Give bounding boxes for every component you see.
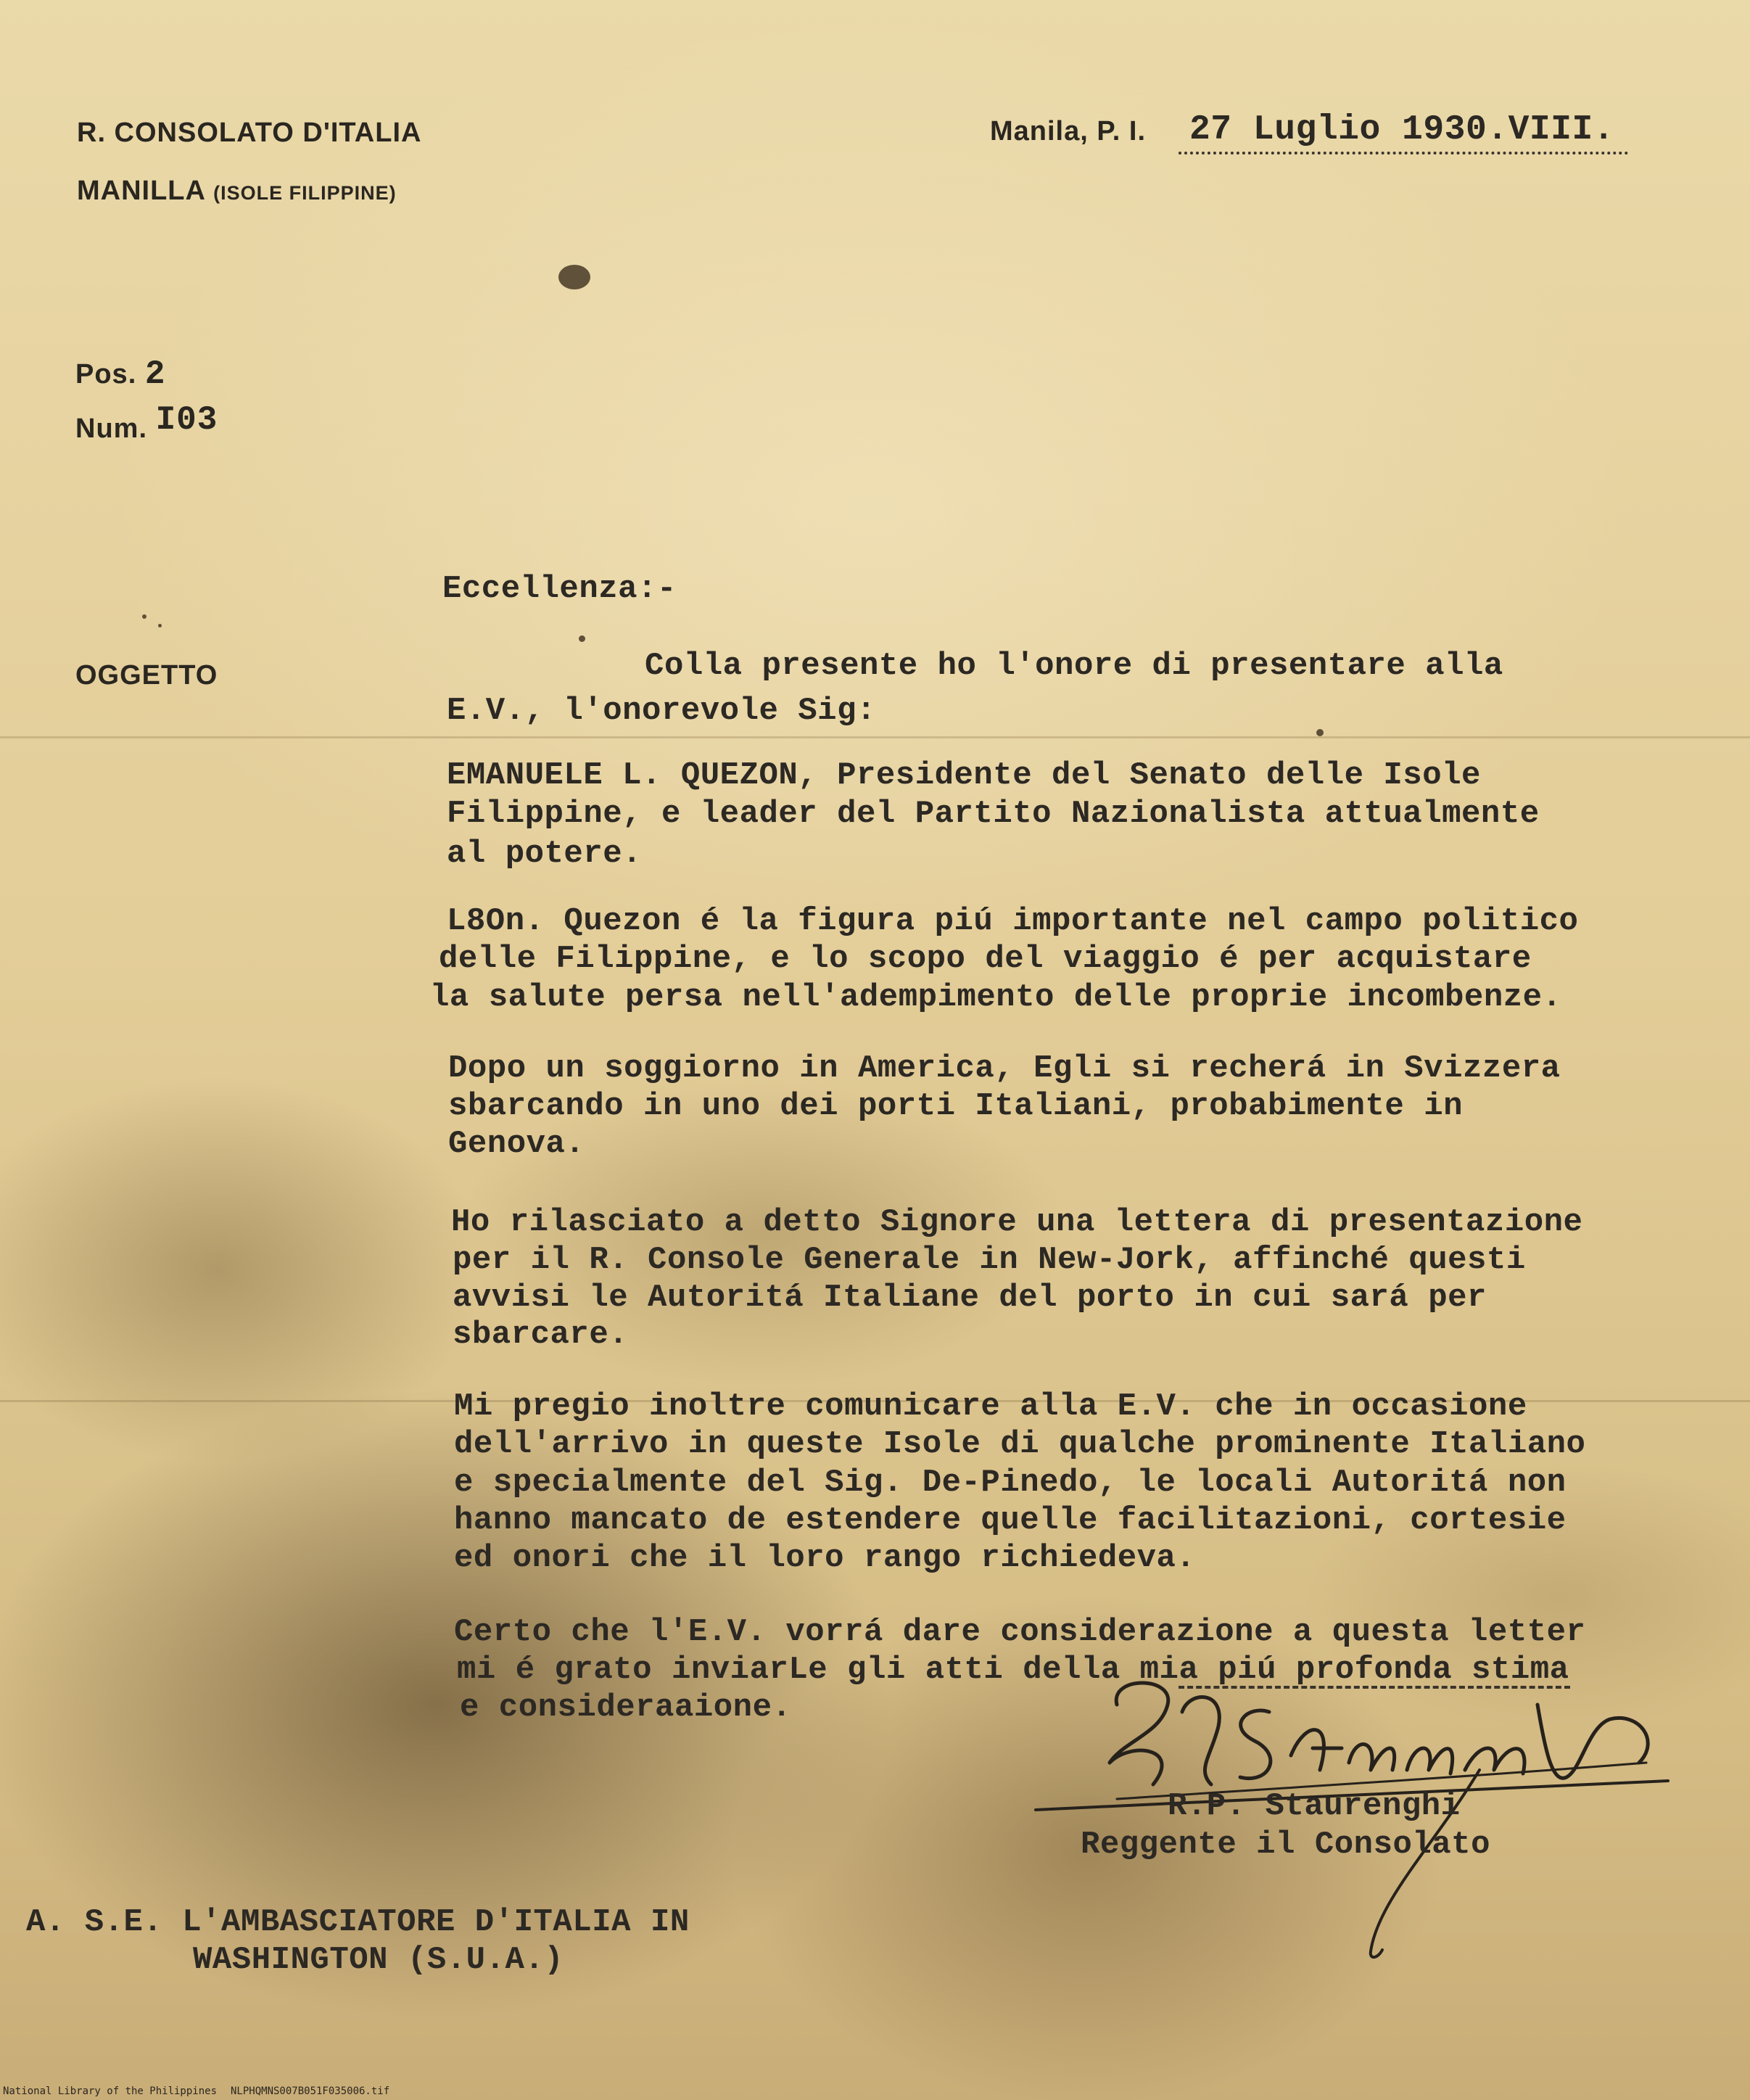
body-line: la salute persa nell'adempimento delle proprie incombenze. (430, 979, 1562, 1016)
ink-speck (142, 614, 146, 619)
consulate-city: MANILLA (77, 176, 205, 206)
ink-stain (558, 265, 590, 289)
addressee-line2: WASHINGTON (S.U.A.) (193, 1942, 564, 1978)
body-line: avvisi le Autoritá Italiane del porto in cui sará per (453, 1280, 1487, 1316)
body-line: Mi pregio inoltre comunicare alla E.V. che in occasione (454, 1388, 1527, 1425)
body-line: Certo che l'E.V. vorrá dare considerazione a questa letter (454, 1614, 1586, 1650)
signer-name: R.P. Staurenghi (1168, 1788, 1461, 1824)
body-line: hanno mancato de estendere quelle facilitazioni, cortesie (454, 1502, 1567, 1539)
date-dotted-line (1179, 152, 1628, 155)
letter-place: Manila, P. I. (990, 116, 1147, 147)
file-id: NLPHQMNS007B051F035006.tif (231, 2085, 390, 2097)
position-label: Pos. (75, 359, 137, 390)
ink-speck (1316, 729, 1324, 736)
signature-dashed-line (1179, 1686, 1570, 1689)
letter-date: 27 Luglio 1930.VIII. (1189, 110, 1615, 149)
body-line: e consideraaione. (460, 1689, 792, 1726)
paper-fold (0, 736, 1750, 738)
body-line: E.V., l'onorevole Sig: (447, 693, 876, 729)
body-line: dell'arrivo in queste Isole di qualche prominente Italiano (454, 1426, 1586, 1462)
body-line: delle Filippine, e lo scopo del viaggio é per acquistare (439, 941, 1532, 977)
addressee-line1: A. S.E. L'AMBASCIATORE D'ITALIA IN (26, 1904, 690, 1940)
body-line: e specialmente del Sig. De-Pinedo, le locali Autoritá non (454, 1465, 1567, 1501)
body-line: L8On. Quezon é la figura piú importante nel campo politico (447, 903, 1579, 939)
body-line: ed onori che il loro rango richiedeva. (454, 1540, 1196, 1576)
position-line (75, 355, 165, 393)
number-line (75, 401, 218, 448)
signer-title: Reggente il Consolato (1081, 1827, 1490, 1863)
body-line: mi é grato inviarLe gli atti della mia piú profonda stima (457, 1652, 1569, 1688)
number-label: Num. (75, 413, 147, 444)
body-line: per il R. Console Generale in New-Jork, affinché questi (453, 1242, 1526, 1278)
body-line: Filippine, e leader del Partito Nazionalista attualmente (447, 796, 1540, 832)
consulate-name: R. CONSOLATO D'ITALIA (77, 118, 422, 148)
salutation: Eccellenza:- (442, 571, 677, 607)
consulate-location (77, 176, 397, 207)
library-credit: National Library of the Philippines (3, 2085, 218, 2097)
body-line: Dopo un soggiorno in America, Egli si recherá in Svizzera (448, 1050, 1561, 1087)
consulate-country: (ISOLE FILIPPINE) (213, 182, 397, 204)
body-line: sbarcando in uno dei porti Italiani, probabimente in (448, 1088, 1464, 1124)
subject-label: OGGETTO (75, 660, 218, 691)
body-line: Genova. (448, 1126, 585, 1162)
body-line: EMANUELE L. QUEZON, Presidente del Senato delle Isole (447, 757, 1481, 794)
number-value: I03 (155, 401, 218, 439)
body-line: al potere. (447, 836, 643, 872)
body-line: Colla presente ho l'onore di presentare alla (450, 648, 1503, 684)
position-value: 2 (144, 355, 166, 393)
ink-speck (579, 635, 585, 642)
body-line: sbarcare. (453, 1317, 629, 1353)
ink-speck (158, 624, 162, 627)
body-line: Ho rilasciato a detto Signore una lettera di presentazione (451, 1204, 1583, 1240)
